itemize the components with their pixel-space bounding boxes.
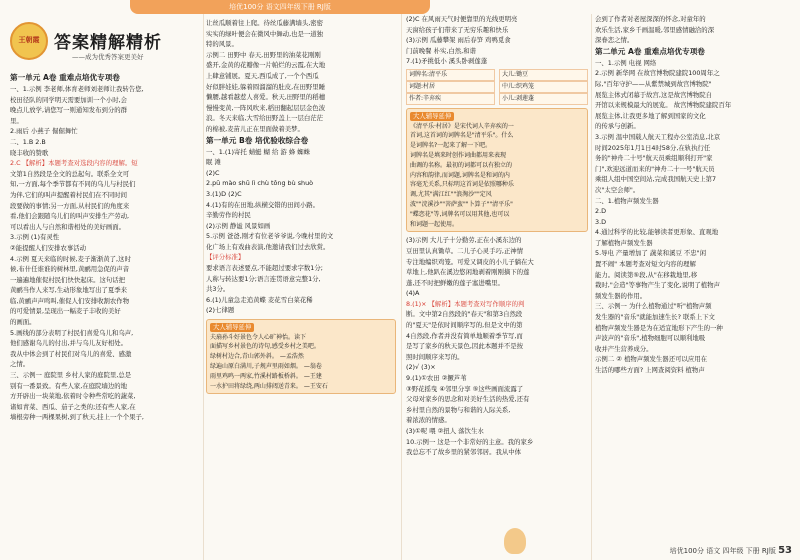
answer-line: 诸如青菜、西瓜、茄子之类的;还有些人家,在 xyxy=(10,402,136,411)
vocab-grid xyxy=(406,69,588,105)
answer-line: (2)示例 静谧 风景如画 xyxy=(206,221,271,230)
answer-line: 际,"百年守护——从紫禁城到故宫博物院" xyxy=(595,79,712,88)
answer-line: 一、1.示例 电视 网络 xyxy=(595,58,657,67)
answer-line: 5.导电 产量增加了 蔬菜和溪豆 不忠"闲 xyxy=(595,249,706,258)
answer-line: 2.D xyxy=(595,207,607,216)
answer-line: 绿遍山原白满川,子规声里雨如烟。 —翁卷 xyxy=(210,363,322,371)
vocab-cell: 词牌名:清平乐 xyxy=(406,69,495,81)
answer-line: (3)示例 瓜藤攀架 雨后春笋 鸡鸭觅食 xyxy=(406,36,511,45)
answer-line: 懒腰,越看越惹人喜爱。秋天,田野里的稻穗 xyxy=(206,93,326,102)
answer-line: 3.示例 温中国载人航天工程办公室消息,北京 xyxy=(595,132,721,141)
answer-line: 他们感谢乌儿的付出,并与乌儿友好相处。 xyxy=(10,339,128,348)
answer-line: 《清平乐·村居》是宋代词人辛弃疾的一 xyxy=(410,122,514,130)
answer-line: 慢慢变黄,一阵风吹来,稻田翻起层层金色波 xyxy=(206,103,326,112)
answer-line: ②能提醒人们安排农事活动 xyxy=(10,243,87,252)
answer-line: 欢乐生活,家乡千画温暖,邻里感情融洽的深 xyxy=(595,25,715,34)
vocab-cell: 词题:村居 xyxy=(406,81,495,93)
page-header xyxy=(10,18,200,70)
answer-line: 能力。阅读第⑤段,从"在移栽地里,移 xyxy=(595,270,698,279)
answer-line: 声波声的"音乐",植物细胞可以顺利地吸 xyxy=(595,334,706,343)
answer-line: 置不闹" 本题考查对短文内容的理解 xyxy=(595,260,696,269)
answer-line: 我总忘不了故乡里的紧邻邻居。我从中体 xyxy=(406,448,522,457)
answer-line: 7.(1)矛挑低小 溪头卧剥莲蓬 xyxy=(406,57,488,66)
answer-line: 门",欢迎远道而来的"神舟二十一号"航天员 xyxy=(595,164,715,173)
answer-line: 化广场上有戏曲表演,他邀请我们过去欣赏。 xyxy=(206,242,330,251)
answer-line: 频发生器的作用。 xyxy=(595,291,647,300)
answer-line: 9.(1)①农田 ②撅芦苇 xyxy=(406,374,467,383)
logo-icon: 王朝霞 xyxy=(10,22,48,60)
answer-line: (2)C 在风雨天气时便靠里的光线更明亮 xyxy=(406,15,518,23)
section-heading: 第一单元 B卷 培优验收综合卷 xyxy=(206,135,309,145)
answer-line: 深眷恋之情。 xyxy=(595,36,634,45)
answer-line: 3.示例 (1)有灵性 xyxy=(10,233,60,242)
answer-line: 为伴,它们的叫声提醒着村民们在不同时间 xyxy=(10,190,128,199)
answer-line: 波""浣溪沙""菩萨蛮""卜算子""清平乐" xyxy=(410,200,513,208)
column-3 xyxy=(406,14,588,458)
answer-line: 了解植物声频发生器 xyxy=(595,238,653,247)
answer-line: 共3分。 xyxy=(206,285,230,294)
answer-line: 二、1.B 2.B xyxy=(10,137,46,146)
answer-line: 辛勤劳作的村民 xyxy=(206,211,251,220)
answer-line: (2)七律题 xyxy=(206,306,235,315)
answer-line: 实实的绿叶便会在微风中舞动,也是一道独 xyxy=(206,29,324,38)
column-divider xyxy=(591,14,592,560)
answer-line: 草地上,他趴在溪边悠闲地剥着刚刚摘下的莲 xyxy=(406,268,530,277)
answer-line: 发生器的"音乐"就能加速生长? 联系上下文 xyxy=(595,313,715,322)
answer-line: 墙根旁种一两棵果树,到了秋天,挂上一个个果子, xyxy=(10,413,144,422)
answer-line: 2.pū mào shū lì chù tǒng bù shuò xyxy=(206,179,314,188)
answer-line: 一、1.示例 李老师,体育老师刘老师让我转告您, xyxy=(10,85,144,93)
answer-line: 5.画线的部分表明了村民们喜爱乌儿和乌声, xyxy=(10,328,134,337)
answer-line: 10.示例一 这是一个非常好的主意。我的家乡 xyxy=(406,437,534,446)
answer-line: 的"夏天"是依时间顺序写的,但是文中的第 xyxy=(406,321,523,330)
answer-line: 可以看出人与自然和谐相处的美好画面。 xyxy=(10,222,126,231)
answer-line: 着浓浓的情感。 xyxy=(406,416,451,425)
answer-line: ③野花摇曳 ④邻里分享 ⑤这些画面流露了 xyxy=(406,384,524,393)
answer-line: 一、1.(1)寄托 蜻蜓 蝴 给 游 蜂 蜘蛛 xyxy=(206,147,311,156)
vocab-cell: 中儿:织鸡笼 xyxy=(499,81,588,93)
answer-line: 绿树村边合,青山郭外斜。 —孟浩然 xyxy=(210,353,304,361)
illustration-icon xyxy=(504,528,526,554)
answer-line: 父母对家乡的思念和对美好生活的热爱,还有 xyxy=(406,395,530,404)
answer-line: 的传承与创新。 xyxy=(595,122,640,131)
answer-line: 一水护田将绿绕,两山排闼送青来。 —王安石 xyxy=(210,382,328,390)
answer-line: 4.(1)有的在田地,纵横交错的田间小路。 xyxy=(206,200,320,209)
answer-line: 会到了作者对老屋深深的怀念,对童年的 xyxy=(595,15,706,23)
page-subtitle: ——成为优秀答案更美好 xyxy=(72,53,144,61)
answer-line: 3.D xyxy=(595,217,607,226)
tip-label: 大人辅导延伸 xyxy=(410,112,454,121)
answer-line: 4.示例 夏天来临的时候,麦子渐渐黄了,这时 xyxy=(10,254,131,263)
answer-line: 二、1.植物声频发生器 xyxy=(595,196,659,205)
answer-line: 我从中体会到了村民们对乌儿的喜爱、感激 xyxy=(10,349,132,358)
answer-line: 文第1自然段是全文的总起句。联系全文可 xyxy=(10,169,130,178)
answer-line: 示例二 ② 植物声频发生器还可以应用在 xyxy=(595,355,708,364)
answer-line: 生活的哪些方面? 上网查阅资料 植物声 xyxy=(595,366,705,374)
answer-line: 2.示例 新华网 在故宫博物院建院100周年之 xyxy=(595,69,720,78)
answer-line: 人称与转达要1分;语言连贯语意完整1分, xyxy=(206,274,321,283)
answer-line: 上肆意铺展。夏天,西瓜成了,一个个西瓜 xyxy=(206,71,319,80)
answer-line: 【评分标准】 xyxy=(206,253,245,262)
answer-line: 5.示例 爸爸,刚才有位老爷爷说,今晚村里的文 xyxy=(206,232,334,241)
answer-line: 晚点儿放学,请您写一则通知发布到分的群 xyxy=(10,106,128,115)
answer-line: 候,布什任谁谁的树林里,黄鹂用急促的声音 xyxy=(10,265,130,274)
answer-line: 雨里鸡鸣一两家,竹溪村路板桥斜。 —王建 xyxy=(210,372,322,380)
answer-line: 收并产生营养成分。 xyxy=(595,344,653,353)
answer-line: 专注地编织鸡笼。可爱又调皮的小儿子躺在大 xyxy=(406,257,534,266)
answer-line: 是写了家乡的秋天景色,因此本题并不是按 xyxy=(406,342,524,351)
footer-brand: 培优100分 语文 四年级 下册 RJ版 xyxy=(669,547,776,555)
answer-line: 示例二 田野中 春天,田野里的油菜花刚刚 xyxy=(206,50,321,59)
answer-line: 段要做的事情;另一方面,从村民们的角度来 xyxy=(10,201,130,210)
answer-line: 2.雨后 小燕子 倔倔舞忙 xyxy=(10,127,78,136)
answer-line: 眠 滩 xyxy=(206,158,221,167)
answer-line: 和词题一起使用。 xyxy=(410,220,459,228)
answer-line: 里。 xyxy=(10,116,23,125)
answer-line: 盛开,金黄的花瓣像一片帕烂的云霞,在大地 xyxy=(206,61,326,70)
footer xyxy=(670,545,792,556)
answer-line: 要求语言表述要点,不能超过要求字数1分; xyxy=(206,264,323,273)
answer-line: 豆田里认真锄草。二儿子心灵手巧,正神情 xyxy=(406,246,524,255)
answer-line: 展览主体式闭幕于故宫,这是故宫博物院自 xyxy=(595,90,713,99)
answer-line: 是词牌名?一起来了解一下吧。 xyxy=(410,142,492,150)
vocab-cell: 大儿:锄豆 xyxy=(499,69,588,81)
answer-line: 乘组人组中国空间站,完成我国航天史上第7 xyxy=(595,175,717,184)
answer-line: 8.(1)× 【解析】本题考查对写作顺序的判 xyxy=(406,299,525,308)
answer-line: 蓬,还不时把鲜嫩的莲子塞进嘴里。 xyxy=(406,278,504,287)
answer-line: 一遍遍地催促村民们快快起床。这句话把 xyxy=(10,275,126,284)
answer-line: 栽时,"会造"等事物产生了变化,说明了植物声 xyxy=(595,281,720,290)
answer-line: 6.(1)儿童急走追黄蝶 麦花雪白菜花稀 xyxy=(206,295,313,304)
answer-line: 首词,这首词的词牌名是"清平乐"。什么 xyxy=(410,132,514,140)
answer-line: 容毫无关系,只标明这首词是依照哪种乐 xyxy=(410,181,514,189)
answer-line: 浪。冬天来临,大雪给田野盖上一层白茫茫 xyxy=(206,114,324,123)
answer-line: 照时间顺序来写的。 xyxy=(406,352,464,361)
column-2 xyxy=(206,18,396,397)
page-title: 答案精解精析 xyxy=(54,33,162,53)
column-divider xyxy=(203,14,204,560)
answer-line: 词牌名是填来时创作词曲都用来表现 xyxy=(410,151,507,159)
tip-label: 大人辅导延伸 xyxy=(210,323,254,332)
column-divider xyxy=(401,14,402,560)
answer-line: 夫扇孙斗好景色令人心旷神怡。读下 xyxy=(210,333,307,341)
answer-line: (3)示例 大儿子十分勤劳,正在小溪东边的 xyxy=(406,236,522,245)
answer-line: 之情。 xyxy=(10,360,30,369)
answer-line: 乡村里自然的景物与和谐的人际关系, xyxy=(406,405,511,414)
answer-line: 看,他们会跟随乌儿们的叫声安排生产劳动, xyxy=(10,212,130,221)
answer-line: 的棉被,麦苗儿正在里面做着美梦。 xyxy=(206,124,304,133)
answer-line: (4)A xyxy=(406,289,420,298)
answer-line: 好似胖娃娃,躲着圆溜溜的肚皮,在田野里睡 xyxy=(206,82,326,91)
answer-line: 知,一方面,每个季节都有不同的乌儿与村民们 xyxy=(10,180,136,189)
answer-line: 方开辟出一块菜地,依着时令种些常吃的蔬菜, xyxy=(10,392,136,401)
vocab-cell: 小儿:剥莲蓬 xyxy=(499,93,588,105)
answer-line: 4自然段,作者并没有简单地顺着季节写,而 xyxy=(406,331,523,340)
answer-line: 别有一番景致。有些人家,在庭院墙边的地 xyxy=(10,381,128,390)
answer-line: 2.C 【解析】本题考查对选段内容的理解。短 xyxy=(10,159,138,168)
answer-line: 三、示例一 为什么植物通过"听"植物声频 xyxy=(595,302,712,311)
answer-line: 时间2025年1月1日4时58分,在轨执行任 xyxy=(595,143,711,152)
page-number: 53 xyxy=(778,545,792,556)
answer-line: 黄鹂当作人来写,生动形象地写出了夏季来 xyxy=(10,286,128,295)
answer-line: 展览主体,让我更多地了解到国家的文化 xyxy=(595,111,706,120)
answer-line: 三、示例一 庭院里 乡村人家的庭院里,总是 xyxy=(10,371,132,380)
tip-box-cipai xyxy=(406,108,588,232)
answer-line: 内容和韵律,而词题,词牌名是和词的内 xyxy=(410,171,510,179)
answer-line: 天窗给孩子们带来了无穷乐趣和快乐 xyxy=(406,25,509,34)
column-1 xyxy=(10,72,200,423)
vocab-cell: 作者:辛弃疾 xyxy=(406,93,495,105)
answer-line: 特的风景。 xyxy=(206,40,238,49)
answer-line: 门前晚餐 朴实,白然,和谐 xyxy=(406,46,476,55)
answer-line: 调,尤其"满江红""浪淘沙""定风 xyxy=(410,191,492,199)
answer-line: 4.通过科学的比较,能够读者更形象、直观地 xyxy=(595,228,719,237)
answer-line: 的画面。 xyxy=(10,318,36,327)
answer-line: 面描写乡村景色的诗句,感受乡村之美吧。 xyxy=(210,343,320,351)
answer-line: 曲调的名称。最初的词都可以有独立的 xyxy=(410,161,513,169)
answer-line: (3)①呢 喂 ②扭人 落饮生水 xyxy=(406,427,484,436)
answer-line: 临,黄鹂声声鸣叫,催促人们安排收割农作物 xyxy=(10,296,130,305)
answer-line: 开馆以来规模最大的展览。 故宫博物院建院百年 xyxy=(595,101,732,110)
top-banner: 培优100分 语文四年级下册 RJ版 xyxy=(130,0,430,14)
answer-line: 务的"神舟二十号"航天员乘组顺利打开"家 xyxy=(595,154,713,163)
answer-line: 3.(1)D (2)C xyxy=(206,189,242,198)
answer-line: 次"太空会师"。 xyxy=(595,185,640,194)
answer-line: (2)√ (3)× xyxy=(406,363,436,372)
answer-line: 让丝瓜顺着往上爬。待丝瓜藤满墙头,密密 xyxy=(206,19,324,27)
answer-line: (2)C xyxy=(206,168,220,177)
answer-line: "蝶恋花"等,词牌名可以用其他,也可以 xyxy=(410,210,510,218)
tip-box-tang xyxy=(206,319,396,394)
answer-line: 校田径队的同学明天需要加训一个小时,会 xyxy=(10,95,128,104)
answer-line: 的可爱情景,呈现出一幅麦子丰收的美好 xyxy=(10,307,121,316)
answer-line: 晓丰收的赞歌 xyxy=(10,148,49,157)
section-heading: 第一单元 A卷 重难点培优专项卷 xyxy=(10,73,120,82)
answer-line: 植物声频发生器是为在适宜地形下产生的一种 xyxy=(595,323,723,332)
column-4 xyxy=(595,14,791,376)
answer-line: 断。文中第2自然段的"春天"和第3自然段 xyxy=(406,310,523,319)
section-heading: 第二单元 A卷 重难点培优专项卷 xyxy=(595,46,705,56)
